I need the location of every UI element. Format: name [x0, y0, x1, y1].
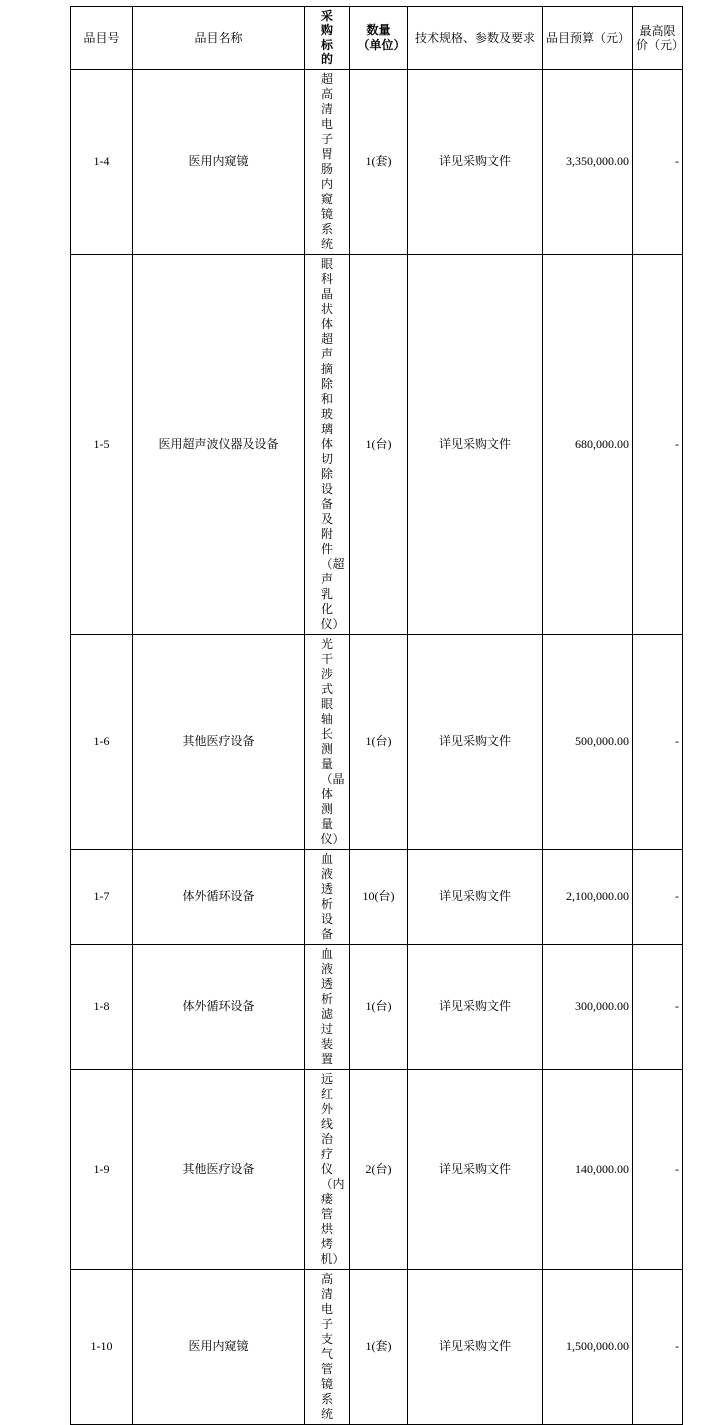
cell-code: 1-4	[71, 69, 133, 254]
table-row	[71, 1069, 683, 1269]
header-label-code: 品目号	[83, 30, 120, 45]
cell-code: 1-10	[71, 1269, 133, 1424]
header-cell-code	[71, 7, 133, 70]
cell-spec: 详见采购文件	[408, 944, 543, 1069]
cell-spec: 详见采购文件	[408, 1069, 543, 1269]
cell-budget: 680,000.00	[543, 254, 633, 634]
cell-code: 1-7	[71, 849, 133, 944]
header-cell-spec	[408, 7, 543, 70]
cell-target	[305, 1269, 350, 1424]
cell-target-text: 光干涉式眼轴长测量（晶体测量仪）	[320, 636, 345, 846]
cell-budget: 2,100,000.00	[543, 849, 633, 944]
cell-quantity: 2(台)	[350, 1069, 408, 1269]
procurement-items-table	[70, 6, 683, 1425]
cell-target	[305, 254, 350, 634]
cell-budget: 3,350,000.00	[543, 69, 633, 254]
table-row	[71, 634, 683, 849]
cell-quantity: 1(套)	[350, 1269, 408, 1424]
cell-limit: -	[633, 1069, 683, 1269]
cell-target-text: 眼科晶状体超声摘除和玻璃体切除设备及附件（超声乳化仪）	[320, 256, 345, 631]
cell-code: 1-9	[71, 1069, 133, 1269]
cell-target	[305, 944, 350, 1069]
table-row	[71, 254, 683, 634]
cell-code: 1-8	[71, 944, 133, 1069]
cell-limit: -	[633, 634, 683, 849]
table-row	[71, 944, 683, 1069]
cell-budget: 500,000.00	[543, 634, 633, 849]
cell-target-text: 超高清电子胃肠内窥镜系统	[320, 71, 333, 251]
cell-name: 医用超声波仪器及设备	[133, 254, 305, 634]
table-row	[71, 69, 683, 254]
header-label-quantity: 数量（单位）	[357, 23, 406, 52]
cell-code: 1-6	[71, 634, 133, 849]
cell-budget: 1,500,000.00	[543, 1269, 633, 1424]
cell-quantity: 1(台)	[350, 634, 408, 849]
cell-name: 其他医疗设备	[133, 1069, 305, 1269]
cell-target-text: 远红外线治疗仪（内瘘管烘烤机）	[320, 1071, 345, 1266]
cell-limit: -	[633, 944, 683, 1069]
cell-budget: 300,000.00	[543, 944, 633, 1069]
document-page	[0, 6, 722, 1421]
cell-name: 其他医疗设备	[133, 634, 305, 849]
header-label-budget: 品目预算（元）	[546, 30, 631, 45]
cell-spec: 详见采购文件	[408, 69, 543, 254]
cell-spec: 详见采购文件	[408, 1269, 543, 1424]
cell-target-text: 高清电子支气管镜系统	[320, 1271, 333, 1421]
cell-limit: -	[633, 254, 683, 634]
header-cell-name	[133, 7, 305, 70]
cell-target	[305, 849, 350, 944]
cell-name: 体外循环设备	[133, 944, 305, 1069]
cell-spec: 详见采购文件	[408, 634, 543, 849]
table-header-row	[71, 7, 683, 70]
header-label-spec: 技术规格、参数及要求	[414, 30, 535, 45]
cell-quantity: 1(台)	[350, 254, 408, 634]
cell-target	[305, 634, 350, 849]
table-row	[71, 1269, 683, 1424]
cell-name: 体外循环设备	[133, 849, 305, 944]
cell-target	[305, 1069, 350, 1269]
cell-code: 1-5	[71, 254, 133, 634]
header-label-name: 品目名称	[194, 30, 243, 45]
table-row	[71, 849, 683, 944]
header-cell-budget	[543, 7, 633, 70]
cell-name: 医用内窥镜	[133, 1269, 305, 1424]
header-cell-quantity	[350, 7, 408, 70]
cell-spec: 详见采购文件	[408, 254, 543, 634]
cell-target-text: 血液透析滤过装置	[320, 946, 333, 1066]
header-label-target: 采购标的	[320, 9, 333, 67]
cell-spec: 详见采购文件	[408, 849, 543, 944]
header-label-limit: 最高限价（元）	[636, 23, 685, 52]
header-cell-target	[305, 7, 350, 70]
cell-quantity: 10(台)	[350, 849, 408, 944]
cell-budget: 140,000.00	[543, 1069, 633, 1269]
cell-limit: -	[633, 1269, 683, 1424]
cell-name: 医用内窥镜	[133, 69, 305, 254]
cell-limit: -	[633, 849, 683, 944]
header-cell-limit	[633, 7, 683, 70]
cell-limit: -	[633, 69, 683, 254]
cell-quantity: 1(套)	[350, 69, 408, 254]
cell-quantity: 1(台)	[350, 944, 408, 1069]
table-body	[71, 69, 683, 1424]
cell-target	[305, 69, 350, 254]
cell-target-text: 血液透析设备	[320, 851, 333, 941]
